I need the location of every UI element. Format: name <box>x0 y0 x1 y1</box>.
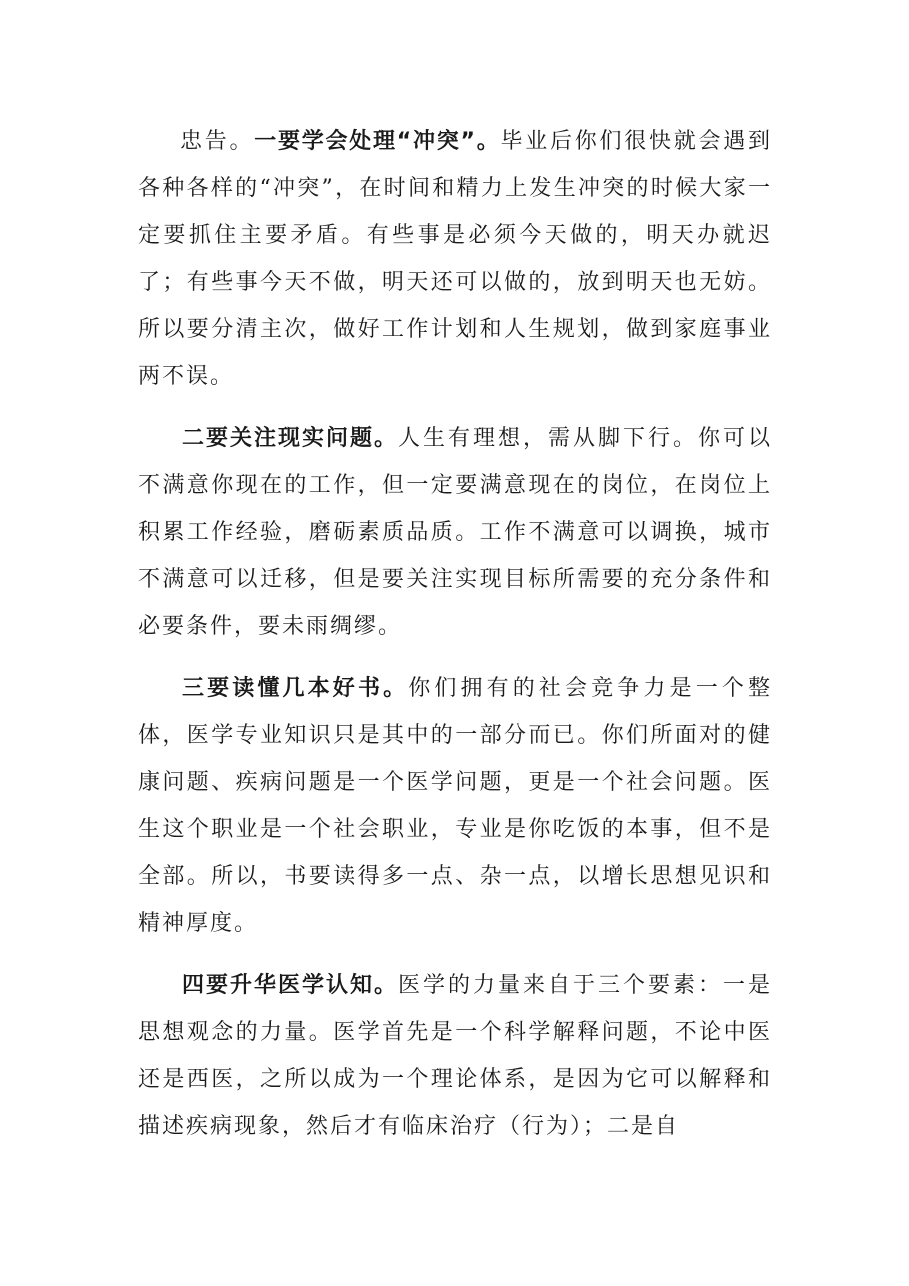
paragraph-conflict <box>138 118 772 400</box>
paragraph-lead-heading: 四要升华医学认知。 <box>182 973 398 998</box>
paragraph-lead-heading: 一要学会处理“冲突”。 <box>254 129 501 154</box>
paragraph-body-text: 医学的力量来自于三个要素：一是思想观念的力量。医学首先是一个科学解释问题，不论中医还是西医，之所以成为一个理论体系，是因为它可以解释和描述疾病现象，然后才有临床治疗（行为）；二是自 <box>138 973 772 1139</box>
paragraph-body-text: 人生有理想，需从脚下行。你可以不满意你现在的工作，但一定要满意现在的岗位，在岗位上积累工作经验，磨砺素质品质。工作不满意可以调换，城市不满意可以迁移，但是要关注实现目标所需要的充分条件和必要条件，要未雨绸缪。 <box>138 426 772 639</box>
paragraph-body-text: 你们拥有的社会竞争力是一个整体，医学专业知识只是其中的一部分而已。你们所面对的健康问题、疾病问题是一个医学问题，更是一个社会问题。医生这个职业是一个社会职业，专业是你吃饭的本事，但不是全部。所以，书要读得多一点、杂一点，以增长思想见识和精神厚度。 <box>138 676 772 936</box>
paragraph-books <box>138 665 772 947</box>
paragraph-medicine <box>138 962 772 1150</box>
paragraph-lead-heading: 三要读懂几本好书。 <box>182 676 409 701</box>
paragraph-reality <box>138 415 772 650</box>
document-body <box>138 118 772 1165</box>
paragraph-prefix: 忠告。 <box>180 129 255 154</box>
paragraph-body-text: 毕业后你们很快就会遇到各种各样的“冲突”，在时间和精力上发生冲突的时候大家一定要抓住主要矛盾。有些事是必须今天做的，明天办就迟了；有些事今天不做，明天还可以做的，放到明天也无妨。所以要分清主次，做好工作计划和人生规划，做到家庭事业两不误。 <box>138 129 772 389</box>
paragraph-lead-heading: 二要关注现实问题。 <box>182 426 398 451</box>
